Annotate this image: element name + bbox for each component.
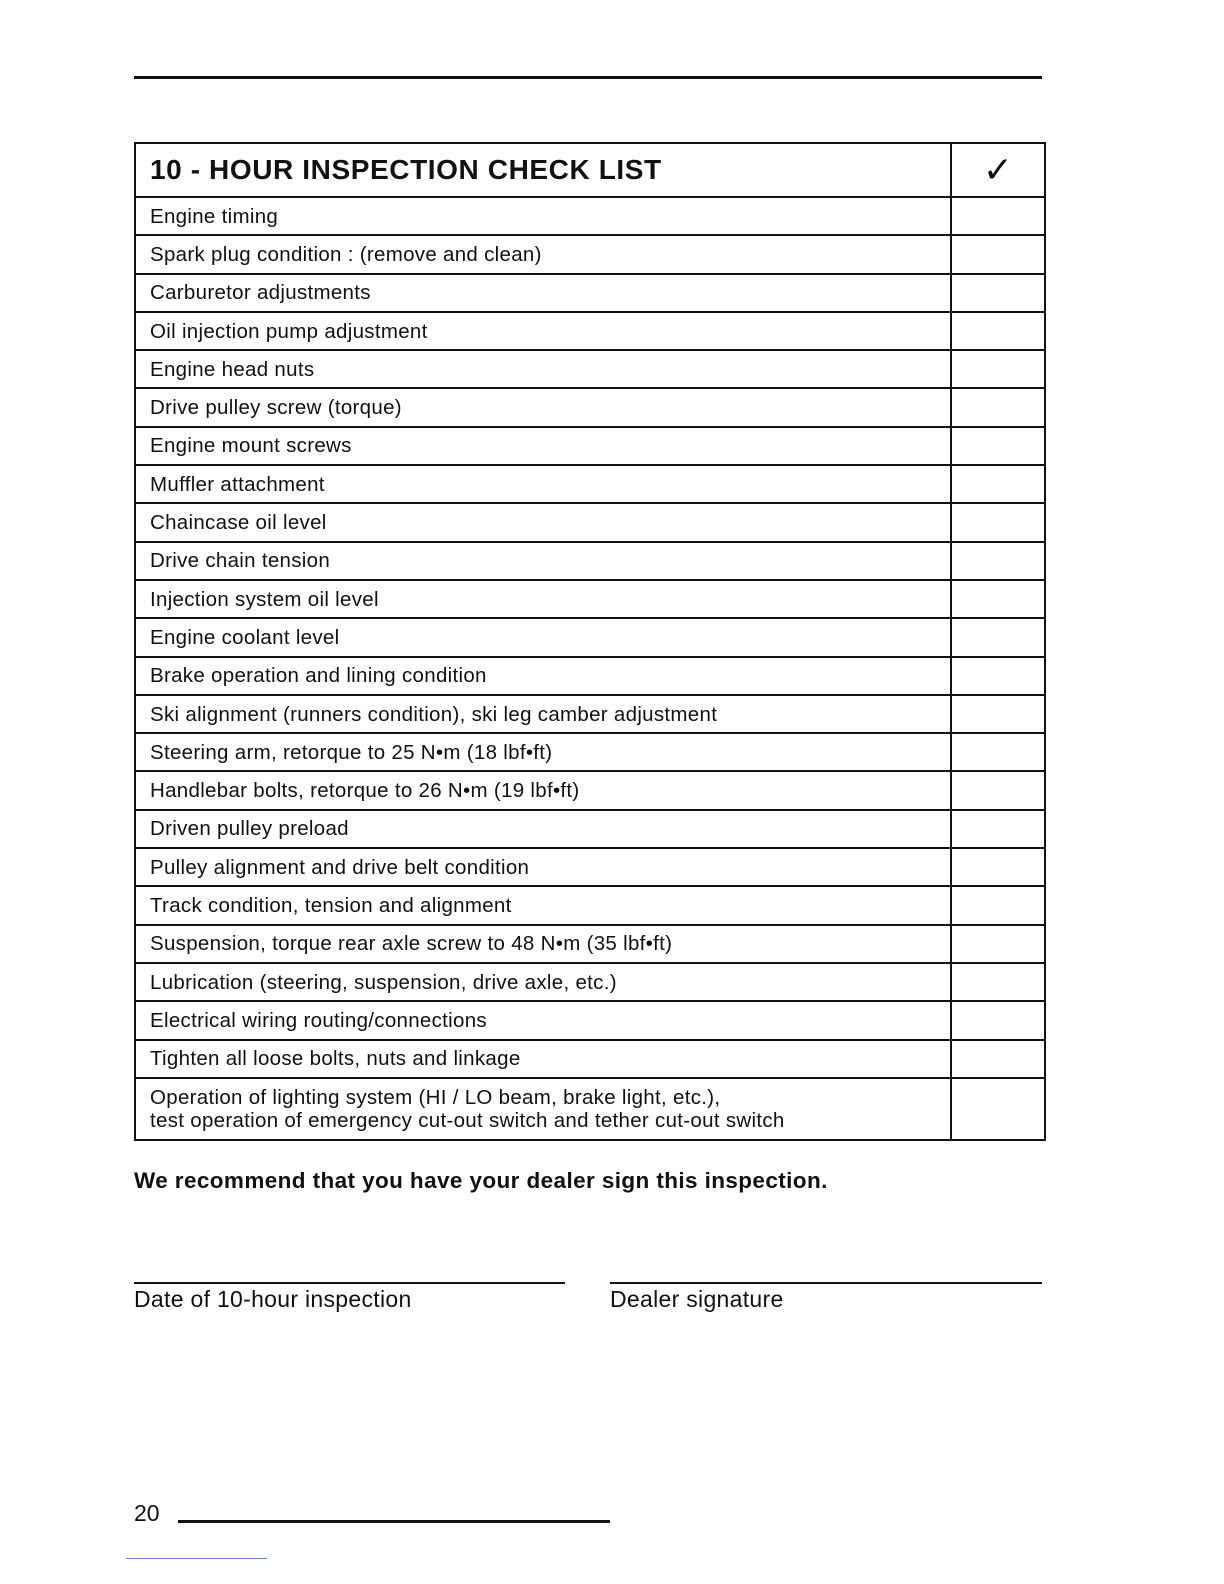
checklist-checkbox[interactable] [951, 197, 1045, 235]
checklist-item-text: Track condition, tension and alignment [150, 893, 512, 917]
checklist-item-label [135, 618, 951, 656]
checklist-item-text: Tighten all loose bolts, nuts and linkage [150, 1047, 521, 1071]
checklist-checkbox[interactable] [951, 733, 1045, 771]
checklist-item-text: Suspension, torque rear axle screw to 48 N•m (35 lbf•ft) [150, 932, 673, 956]
checklist-row [135, 848, 1045, 886]
checklist-row [135, 657, 1045, 695]
checklist-row [135, 235, 1045, 273]
checklist-item-text: Injection system oil level [150, 587, 379, 611]
checklist-row [135, 580, 1045, 618]
checklist-row [135, 925, 1045, 963]
checklist-checkbox[interactable] [951, 695, 1045, 733]
page-number: 20 [134, 1500, 160, 1526]
checklist-checkbox[interactable] [951, 388, 1045, 426]
checklist-row [135, 1040, 1045, 1078]
checklist-item-text: Brake operation and lining condition [150, 664, 487, 688]
checklist-checkbox[interactable] [951, 465, 1045, 503]
date-label: Date of 10-hour inspection [134, 1286, 412, 1312]
checklist-row [135, 427, 1045, 465]
checklist-item-label [135, 274, 951, 312]
checklist-item-label [135, 1078, 951, 1140]
footer-accent-line [126, 1558, 267, 1559]
checklist-checkbox[interactable] [951, 925, 1045, 963]
footer-rule [178, 1520, 610, 1523]
checklist-checkbox[interactable] [951, 771, 1045, 809]
checklist-row [135, 312, 1045, 350]
checklist-row [135, 1001, 1045, 1039]
checklist-item-text: Lubrication (steering, suspension, drive axle, etc.) [150, 970, 617, 994]
checklist-row [135, 542, 1045, 580]
checklist-item-label [135, 427, 951, 465]
checklist-checkbox[interactable] [951, 1040, 1045, 1078]
checklist-item-text: Steering arm, retorque to 25 N•m (18 lbf•ft) [150, 740, 553, 764]
checklist-item-text: Driven pulley preload [150, 817, 349, 841]
checklist-item-text: Oil injection pump adjustment [150, 319, 428, 343]
checklist-item-text-line2: test operation of emergency cut-out switch and tether cut-out switch [150, 1108, 785, 1132]
checklist-item-text: Chaincase oil level [150, 511, 327, 535]
checklist-checkbox[interactable] [951, 274, 1045, 312]
inspection-checklist-table [134, 142, 1046, 1141]
top-rule [134, 76, 1042, 79]
checklist-item-text: Engine timing [150, 204, 279, 228]
checklist-row [135, 771, 1045, 809]
checklist-row [135, 810, 1045, 848]
checklist-item-label [135, 963, 951, 1001]
checklist-row [135, 274, 1045, 312]
checklist-item-label [135, 925, 951, 963]
checklist-row [135, 963, 1045, 1001]
checklist-item-label [135, 197, 951, 235]
checklist-checkbox[interactable] [951, 350, 1045, 388]
checklist-header-row [135, 143, 1045, 197]
checklist-item-text: Electrical wiring routing/connections [150, 1008, 487, 1032]
checklist-checkbox[interactable] [951, 580, 1045, 618]
checklist-row [135, 733, 1045, 771]
checklist-item-text: Spark plug condition : (remove and clean) [150, 242, 542, 266]
checklist-item-text: Drive chain tension [150, 549, 331, 573]
checklist-checkbox[interactable] [951, 886, 1045, 924]
checklist-item-label [135, 350, 951, 388]
dealer-signature-label: Dealer signature [610, 1286, 784, 1312]
checklist-item-label [135, 771, 951, 809]
checklist-row [135, 197, 1045, 235]
checklist-checkbox[interactable] [951, 657, 1045, 695]
checklist-row [135, 465, 1045, 503]
checklist-item-text: Handlebar bolts, retorque to 26 N•m (19 lbf•ft) [150, 779, 580, 803]
checklist-item-label [135, 235, 951, 273]
checklist-item-label [135, 542, 951, 580]
checklist-item-label [135, 1001, 951, 1039]
checklist-row [135, 886, 1045, 924]
checklist-item-text: Operation of lighting system (HI / LO beam, brake light, etc.), [150, 1085, 721, 1109]
checklist-checkbox[interactable] [951, 618, 1045, 656]
checklist-checkbox[interactable] [951, 235, 1045, 273]
checklist-checkbox[interactable] [951, 503, 1045, 541]
checklist-item-label [135, 465, 951, 503]
checklist-checkbox[interactable] [951, 963, 1045, 1001]
checklist-checkbox[interactable] [951, 1001, 1045, 1039]
checklist-item-label [135, 580, 951, 618]
date-signature-line[interactable] [134, 1282, 565, 1284]
checklist-item-text: Ski alignment (runners condition), ski leg camber adjustment [150, 702, 718, 726]
checklist-item-text: Pulley alignment and drive belt condition [150, 855, 530, 879]
checklist-row [135, 1078, 1045, 1140]
checklist-row [135, 695, 1045, 733]
dealer-recommendation: We recommend that you have your dealer sign this inspection. [134, 1168, 828, 1193]
check-mark-icon: ✓ [951, 143, 1045, 197]
checklist-item-text: Muffler attachment [150, 472, 325, 496]
checklist-item-label [135, 810, 951, 848]
checklist-row [135, 350, 1045, 388]
checklist-checkbox[interactable] [951, 312, 1045, 350]
checklist-item-label [135, 695, 951, 733]
checklist-title: 10 - HOUR INSPECTION CHECK LIST [135, 143, 951, 197]
checklist-item-label [135, 1040, 951, 1078]
checklist-item-text: Carburetor adjustments [150, 281, 371, 305]
checklist-checkbox[interactable] [951, 810, 1045, 848]
checklist-item-text: Engine head nuts [150, 357, 315, 381]
checklist-checkbox[interactable] [951, 1078, 1045, 1140]
checklist-item-label [135, 657, 951, 695]
checklist-item-label [135, 388, 951, 426]
checklist-checkbox[interactable] [951, 542, 1045, 580]
checklist-item-text: Engine coolant level [150, 625, 340, 649]
checklist-item-label [135, 886, 951, 924]
checklist-item-text: Engine mount screws [150, 434, 352, 458]
checklist-item-label [135, 733, 951, 771]
checklist-item-label [135, 503, 951, 541]
checklist-item-label [135, 312, 951, 350]
dealer-signature-line[interactable] [610, 1282, 1042, 1284]
checklist-item-label [135, 848, 951, 886]
checklist-checkbox[interactable] [951, 427, 1045, 465]
checklist-checkbox[interactable] [951, 848, 1045, 886]
checklist-row [135, 618, 1045, 656]
checklist-item-text: Drive pulley screw (torque) [150, 396, 402, 420]
checklist-row [135, 388, 1045, 426]
checklist-row [135, 503, 1045, 541]
